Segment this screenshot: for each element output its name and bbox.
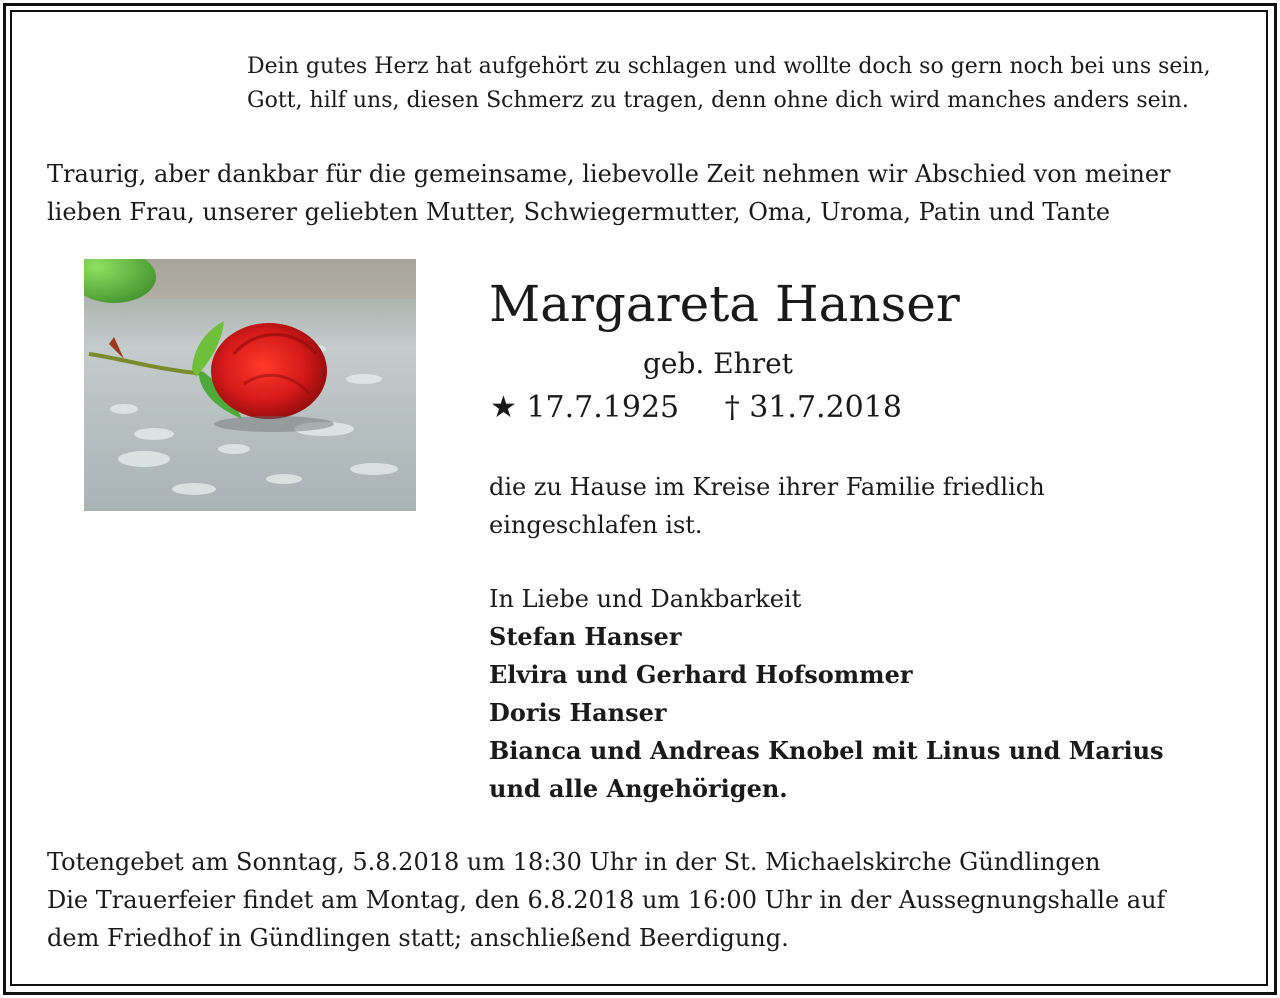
mourner-name: Bianca und Andreas Knobel mit Linus und Marius <box>489 736 1164 765</box>
birth-star-icon: ★ <box>490 390 517 425</box>
deceased-name: Margareta Hanser <box>489 275 960 333</box>
verse <box>247 50 1211 118</box>
verse-line-1: Dein gutes Herz hat aufgehört zu schlagen und wollte doch so gern noch bei uns sein, <box>247 54 1211 79</box>
passing-description <box>489 468 1045 544</box>
mourner-name: und alle Angehörigen. <box>489 774 788 803</box>
service-line-3: dem Friedhof in Gündlingen statt; anschließend Beerdigung. <box>47 924 789 952</box>
rose-icon <box>84 259 416 511</box>
description-line-2: eingeschlafen ist. <box>489 511 703 539</box>
verse-line-2: Gott, hilf uns, diesen Schmerz zu tragen, denn ohne dich wird manches anders sein. <box>247 88 1189 113</box>
mourners-list <box>489 618 1164 808</box>
intro-text <box>47 155 1171 231</box>
life-dates <box>490 388 902 428</box>
description-line-1: die zu Hause im Kreise ihrer Familie friedlich <box>489 473 1045 501</box>
mourners-intro: In Liebe und Dankbarkeit <box>489 585 802 613</box>
rose-photo <box>84 259 416 511</box>
death-cross-icon: † <box>724 390 740 425</box>
birth-date: 17.7.1925 <box>526 390 680 425</box>
mourner-name: Stefan Hanser <box>489 622 682 651</box>
mourner-name: Doris Hanser <box>489 698 667 727</box>
mourner-name: Elvira und Gerhard Hofsommer <box>489 660 913 689</box>
intro-line-2: lieben Frau, unserer geliebten Mutter, Schwiegermutter, Oma, Uroma, Patin und Tante <box>47 198 1111 226</box>
service-line-1: Totengebet am Sonntag, 5.8.2018 um 18:30 Uhr in der St. Michaelskirche Gündlingen <box>47 848 1101 876</box>
maiden-name: geb. Ehret <box>643 347 793 380</box>
service-line-2: Die Trauerfeier findet am Montag, den 6.8.2018 um 16:00 Uhr in der Aussegnungshalle auf <box>47 886 1166 914</box>
intro-line-1: Traurig, aber dankbar für die gemeinsame, liebevolle Zeit nehmen wir Abschied von meiner <box>47 160 1171 188</box>
death-date: 31.7.2018 <box>749 390 902 425</box>
service-info <box>47 843 1165 957</box>
